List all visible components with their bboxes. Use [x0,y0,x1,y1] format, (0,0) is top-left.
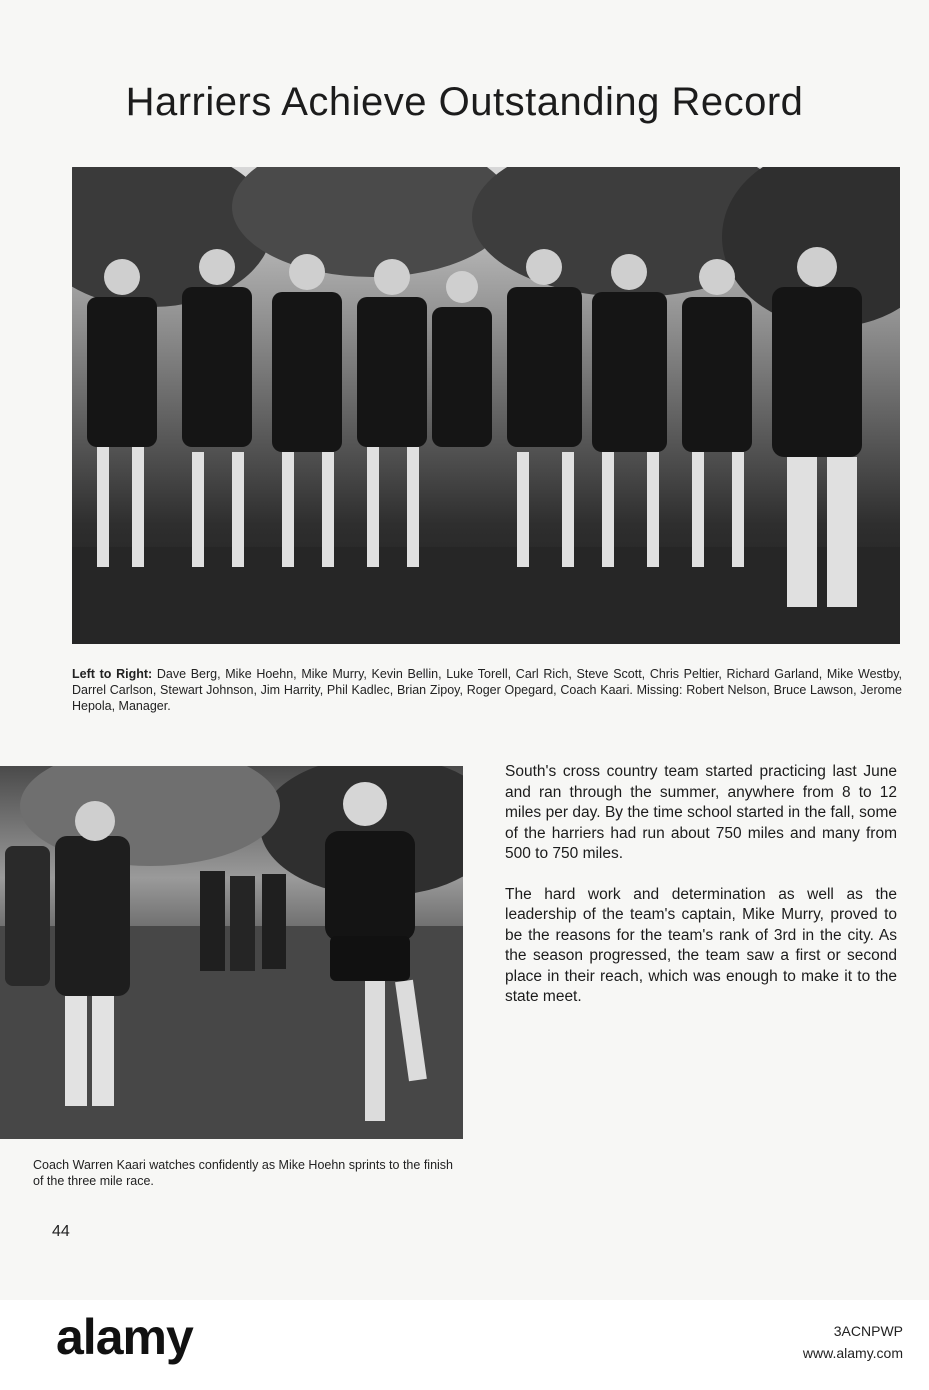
article-paragraph: The hard work and determination as well as the leadership of the team's captain, Mike Murry, proved to be the reasons for the team's rank of 3rd in the city. As the season progressed, the team saw a first or second place in their reach, which was enough to make it to the state meet. [505,885,897,1005]
image-id: 3ACNPWP [833,1323,903,1339]
caption-lead: Left to Right: [72,667,153,681]
team-photo [72,167,900,644]
race-photo-caption: Coach Warren Kaari watches confidently as Mike Hoehn sprints to the finish of the three mile race. [33,1158,453,1188]
article-paragraph: South's cross country team started practicing last June and ran through the summer, anywhere from 8 to 12 miles per day. By the time school started in the fall, some of the harriers had run about 750 miles and many from 500 to 750 miles. [505,763,897,862]
caption-names: Dave Berg, Mike Hoehn, Mike Murry, Kevin Bellin, Luke Torell, Carl Rich, Steve Scott, Chris Peltier, Richard Garland, Mike Westby, Darrel Carlson, Stewart Johnson, Jim Harrity, Phil Kadlec, Brian Zipoy, Roger Opegard, Coach Kaari. Missing: Robert Nelson, Bruce Lawson, Jerome Hepola, Manager. [72,667,902,713]
alamy-logo: alamy [56,1309,193,1365]
article-body [505,762,897,1028]
race-photo [0,766,463,1139]
team-photo-caption [72,666,902,714]
page-title: Harriers Achieve Outstanding Record [125,80,804,124]
site-url: www.alamy.com [802,1345,903,1361]
page-number: 44 [52,1223,70,1240]
